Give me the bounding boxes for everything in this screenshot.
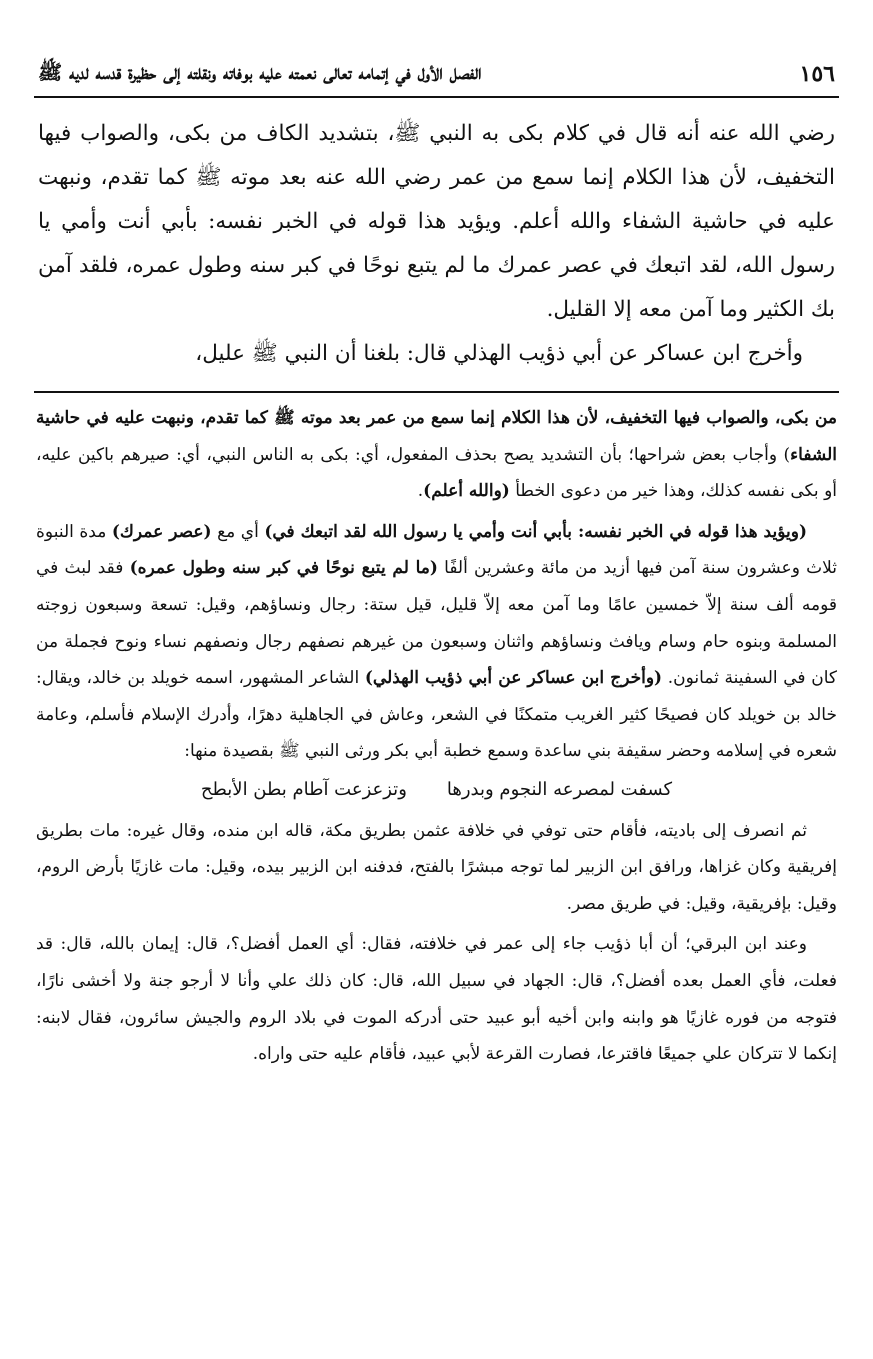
poem-hemistich-first: كسفت لمصرعه النجوم وبدرها	[446, 778, 673, 800]
poem-verse	[36, 772, 837, 809]
commentary-divider	[34, 391, 839, 393]
commentary-segment: ) وأجاب بعض شراحها؛ بأن التشديد يصح بحذف المفعول، أي: بكى به الناس النبي، أي: صيرهم باكين عليه، أو بكى نفسه كذلك، وهذا خير من دعوى الخطأ	[36, 444, 837, 502]
commentary-paragraph	[36, 400, 837, 510]
main-paragraph: وأخرج ابن عساكر عن أبي ذؤيب الهذلي قال: بلغنا أن النبي ﷺ عليل،	[195, 341, 803, 366]
commentary-segment: (والله أعلم)	[423, 481, 510, 502]
commentary-paragraph	[36, 514, 837, 770]
commentary-text	[36, 400, 837, 1073]
main-paragraph: رضي الله عنه أنه قال في كلام بكى به النبي ﷺ، بتشديد الكاف من بكى، والصواب فيها التخفيف، لأن هذا الكلام إنما سمع من عمر رضي الله عنه بعد موته ﷺ كما تقدم، ونبهت عليه في حاشية الشفاء والله أعلم. ويؤيد هذا قوله في الخبر نفسه: بأبي أنت وأمي يا رسول الله، لقد اتبعك في عصر عمرك ما لم يتبع نوحًا في كبر سنه وطول عمره، فلقد آمن بك الكثير وما آمن معه إلا القليل.	[38, 121, 835, 322]
poem-hemistich-second: وتزعزعت آطام بطن الأبطح	[200, 778, 407, 800]
page-header	[38, 56, 835, 92]
commentary-segment: (عصر عمرك)	[111, 521, 212, 542]
commentary-segment: الشاعر المشهور، اسمه خويلد بن خالد، ويقال: خالد بن خويلد كان فصيحًا كثير الغريب متمكنًا في الشعر، وعاش في الجاهلية دهرًا، وأدرك الإسلام فأسلم، وعامة شعره في إسلامه وحضر سقيفة بني ساعدة وسمع خطبة أبي بكر ورثى النبي ﷺ بقصيدة منها:	[36, 668, 837, 762]
header-divider	[34, 96, 839, 98]
commentary-segment: مدة النبوة ثلاث وعشرون سنة آمن فيها أزيد من مائة وعشرين ألفًا	[36, 521, 837, 579]
commentary-segment: (ويؤيد هذا قوله في الخبر نفسه: بأبي أنت وأمي يا رسول الله لقد اتبعك في)	[264, 521, 807, 542]
commentary-segment: فقد لبث في قومه ألف سنة إلاّ خمسين عامًا وما آمن معه إلاّ قليل، قيل ستة: رجال ونساؤهم، وقيل: تسعة وسبعون زوجته المسلمة وبنوه حام وسام ويافث ونساؤهم واثنان وسبعون من غيرهم نصفهم رجال ونصفهم نساء ونوح فجملة من كان في السفينة ثمانون.	[36, 558, 837, 689]
page-number: ١٥٦	[799, 61, 835, 87]
main-text	[38, 112, 835, 376]
running-title: الفصل الأول في إتمامه تعالى نعمته عليه بوفاته ونقلته إلى حظيرة قدسه لديه ﷺ	[38, 59, 482, 84]
commentary-segment: (ما لم يتبع نوحًا في كبر سنه وطول عمره)	[129, 558, 438, 579]
commentary-segment: أي مع	[211, 521, 265, 542]
commentary-segment: من بكى، والصواب فيها التخفيف، لأن هذا الكلام إنما سمع من عمر بعد موته ﷺ كما تقدم، ونبهت عليه في حاشية الشفاء	[36, 408, 837, 465]
commentary-paragraph: ثم انصرف إلى باديته، فأقام حتى توفي في خلافة عثمن بطريق مكة، قاله ابن منده، وقال غيره: مات بطريق إفريقية وكان غزاها، ورافق ابن الزبير لما توجه مبشرًا بالفتح، فدفنه ابن الزبير بيده، وقيل: مات غازيًا بأرض الروم، وقيل: بإفريقية، وقيل: في طريق مصر.	[36, 820, 837, 914]
commentary-paragraph: وعند ابن البرقي؛ أن أبا ذؤيب جاء إلى عمر في خلافته، فقال: أي العمل أفضل؟، قال: إيمان بالله، قال: قد فعلت، فأي العمل بعده أفضل؟، قال: الجهاد في سبيل الله، قال: كان ذلك علي وأنا لا أرجو جنة ولا أخشى نارًا، فتوجه من فوره غازيًا هو وابنه وابن أخيه أبو عبيد حتى أدركه الموت في بلاد الروم والجيش سائرون، فقال لابنه: إنكما لا تتركان علي جميعًا فاقترعا، فصارت القرعة لأبي عبيد، فأقام عليه حتى واراه.	[36, 934, 837, 1065]
commentary-segment: (وأخرج ابن عساكر عن أبي ذؤيب الهذلي)	[364, 668, 663, 689]
commentary-segment: .	[417, 481, 424, 502]
